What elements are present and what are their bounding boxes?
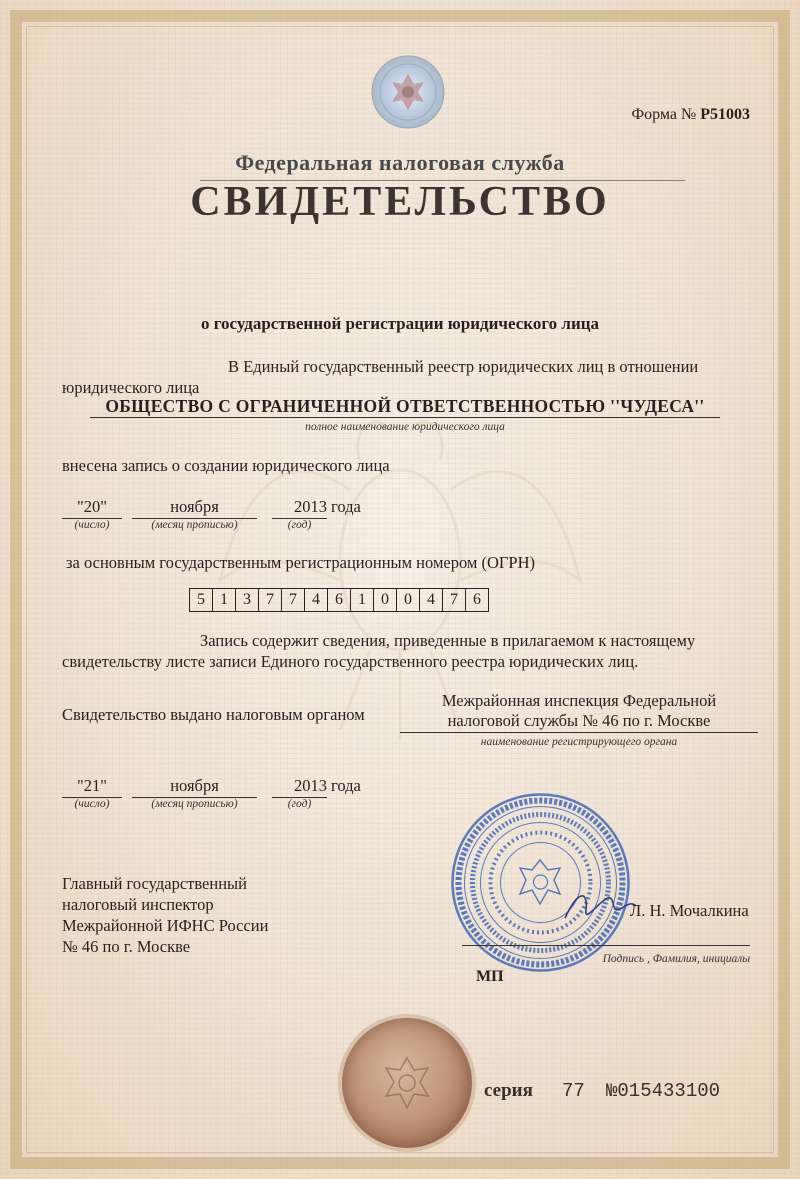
- date2-month: ноября: [132, 775, 257, 798]
- date1-month: ноября: [132, 496, 257, 519]
- ogrn-label: за основным государственным регистрационным номером (ОГРН): [66, 553, 535, 572]
- ogrn-digit: 3: [235, 588, 259, 612]
- intro-line-2: юридического лица: [62, 378, 200, 397]
- signature-line: [462, 945, 750, 946]
- ogrn-digit: 5: [189, 588, 213, 612]
- ogrn-digit: 7: [281, 588, 305, 612]
- ogrn-digit: 6: [465, 588, 489, 612]
- date1-day: "20": [62, 496, 122, 519]
- date1-day-caption: (число): [74, 519, 110, 531]
- hologram-emblem-icon: [368, 52, 448, 132]
- ogrn-digit: 1: [212, 588, 236, 612]
- ogrn-digit: 4: [419, 588, 443, 612]
- date1-month-caption: (месяц прописью): [151, 519, 238, 531]
- company-name: ОБЩЕСТВО С ОГРАНИЧЕННОЙ ОТВЕТСТВЕННОСТЬЮ ''ЧУДЕСА'': [90, 396, 720, 418]
- issuer-line-2: налоговой службы № 46 по г. Москве: [400, 710, 758, 733]
- signature-icon: [560, 880, 640, 930]
- ogrn-digit: 4: [304, 588, 328, 612]
- eagle-seal-icon: [342, 1018, 472, 1148]
- record-contains-line-1: Запись содержит сведения, приведенные в прилагаемом к настоящему: [200, 631, 696, 650]
- company-caption: полное наименование юридического лица: [305, 421, 505, 433]
- stamp-place-label: МП: [476, 968, 504, 985]
- date2-month-caption: (месяц прописью): [151, 798, 238, 810]
- ogrn-digit: 0: [396, 588, 420, 612]
- issuer-caption: наименование регистрирующего органа: [480, 736, 678, 748]
- ogrn-digit: 0: [373, 588, 397, 612]
- date1-suffix: года: [331, 497, 361, 516]
- intro-line-1: В Единый государственный реестр юридических лиц в отношении: [228, 357, 699, 376]
- signature-caption: Подпись , Фамилия, инициалы: [602, 953, 750, 965]
- serial-number: №015433100: [606, 1080, 721, 1102]
- date2-day: "21": [62, 775, 122, 798]
- document-title: СВИДЕТЕЛЬСТВО: [190, 179, 610, 225]
- ogrn-boxes: [190, 588, 489, 612]
- series-label: серия: [484, 1080, 533, 1101]
- date2-day-caption: (число): [74, 798, 110, 810]
- form-number: Форма № Р51003: [631, 106, 750, 123]
- series-value: 77: [562, 1080, 585, 1102]
- date1-year-caption: (год): [287, 519, 312, 531]
- embossed-seal: [342, 1018, 472, 1148]
- issuer-line-1: Межрайонная инспекция Федеральной: [441, 691, 717, 710]
- ogrn-digit: 7: [442, 588, 466, 612]
- date1-year: 2013: [272, 496, 327, 519]
- record-text: внесена запись о создании юридического лица: [62, 456, 390, 475]
- signatory-name: Л. Н. Мочалкина: [630, 901, 749, 920]
- ogrn-digit: 7: [258, 588, 282, 612]
- date2-year: 2013: [272, 775, 327, 798]
- date2-suffix: года: [331, 776, 361, 795]
- official-title: Главный государственный налоговый инспектор Межрайонной ИФНС России № 46 по г. Москве: [62, 874, 269, 956]
- ogrn-digit: 1: [350, 588, 374, 612]
- agency-name: Федеральная налоговая служба: [235, 150, 565, 175]
- date2-year-caption: (год): [287, 798, 312, 810]
- ogrn-digit: 6: [327, 588, 351, 612]
- document-subtitle: о государственной регистрации юридического лица: [200, 314, 600, 333]
- record-contains-line-2: свидетельству листе записи Единого государственного реестра юридических лиц.: [62, 652, 639, 671]
- issued-by-label: Свидетельство выдано налоговым органом: [62, 705, 365, 724]
